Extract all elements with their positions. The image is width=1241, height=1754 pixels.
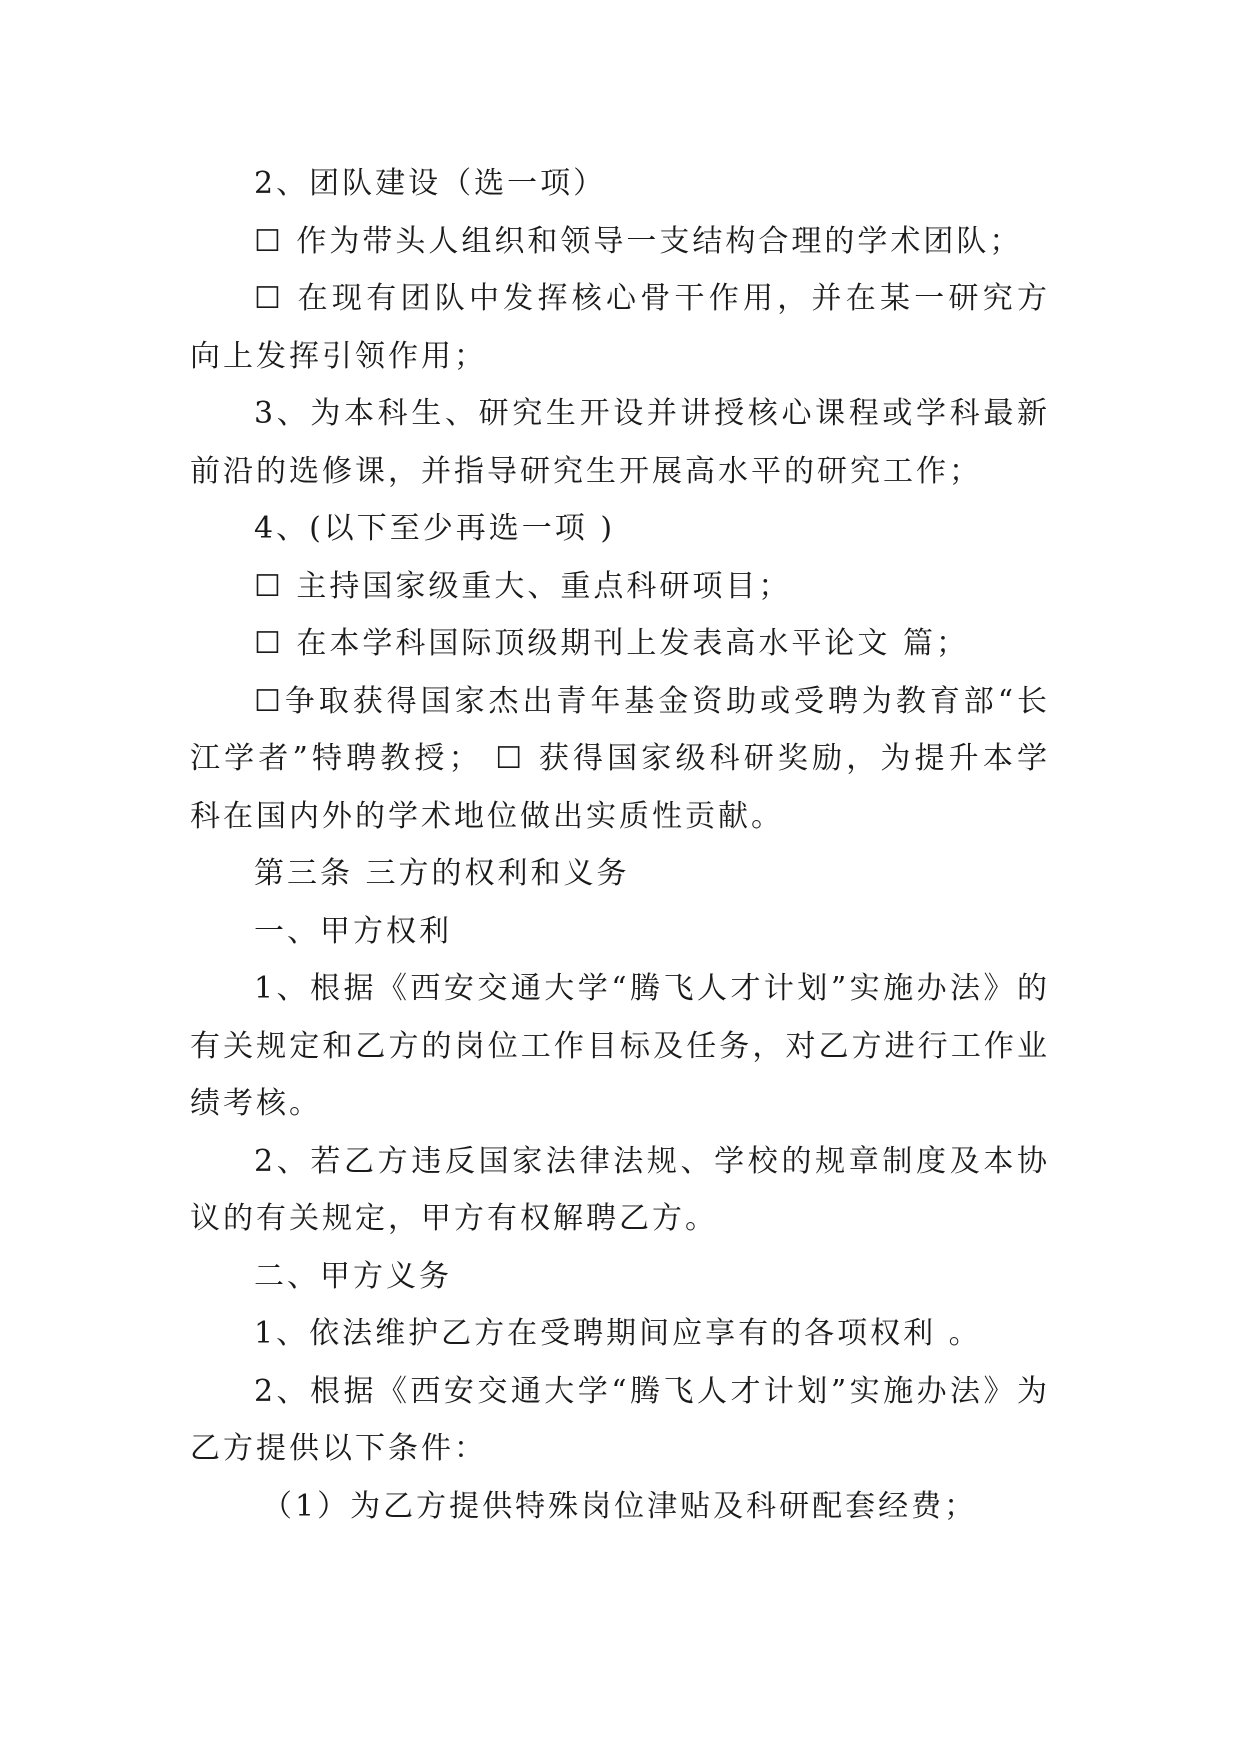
paragraph-option-lead-team: ☐ 作为带头人组织和领导一支结构合理的学术团队；	[254, 223, 1023, 259]
paragraph-provide-conditions: 2、根据《西安交通大学“腾飞人才计划”实施办法》为乙方提供以下条件：	[190, 1373, 1050, 1466]
paragraph-option-core-member: ☐ 在现有团队中发挥核心骨干作用，并在某一研究方向上发挥引领作用；	[190, 281, 1050, 374]
article-three-heading: 第三条 三方的权利和义务	[254, 856, 630, 891]
paragraph-condition-allowance: （1）为乙方提供特殊岗位津贴及科研配套经费；	[262, 1488, 978, 1524]
paragraph-teaching: 3、为本科生、研究生开设并讲授核心课程或学科最新前沿的选修课，并指导研究生开展高水平的研究工作；	[190, 396, 1050, 489]
paragraph-select-more: 4、(以下至少再选一项 )	[254, 511, 616, 546]
paragraph-option-awards: ☐争取获得国家杰出青年基金资助或受聘为教育部“长江学者”特聘教授； ☐ 获得国家级科研奖励，为提升本学科在国内外的学术地位做出实质性贡献。	[190, 683, 1050, 834]
section-party-a-duties: 二、甲方义务	[254, 1258, 452, 1294]
paragraph-dismissal-right: 2、若乙方违反国家法律法规、学校的规章制度及本协议的有关规定，甲方有权解聘乙方。	[190, 1143, 1050, 1236]
section-party-a-rights: 一、甲方权利	[254, 913, 452, 949]
paragraph-team-building: 2、团队建设（选一项）	[254, 166, 607, 201]
paragraph-performance-assessment: 1、根据《西安交通大学“腾飞人才计划”实施办法》的有关规定和乙方的岗位工作目标及任务，对乙方进行工作业绩考核。	[190, 971, 1050, 1121]
paragraph-option-national-project: ☐ 主持国家级重大、重点科研项目；	[254, 568, 792, 604]
document-body	[190, 155, 1050, 1535]
paragraph-protect-rights: 1、依法维护乙方在受聘期间应享有的各项权利 。	[254, 1316, 982, 1351]
paragraph-option-top-journal: ☐ 在本学科国际顶级期刊上发表高水平论文 篇；	[254, 626, 969, 661]
